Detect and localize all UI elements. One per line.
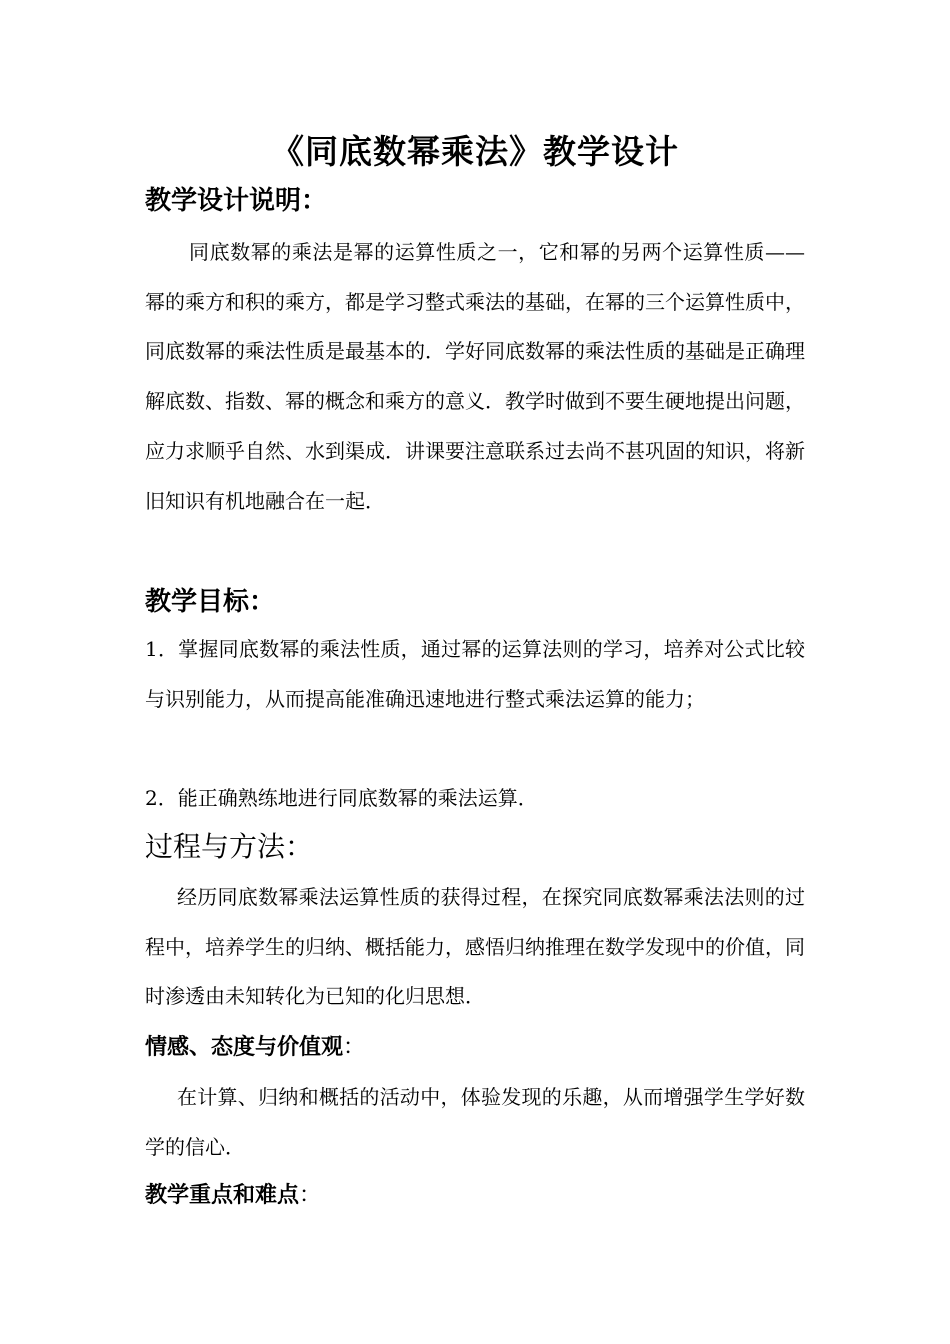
heading-attitude-text: 情感、态度与价值观 <box>145 1035 344 1060</box>
heading-key-points-text: 教学重点和难点 <box>145 1183 300 1208</box>
goal-item-2: 2．能正确熟练地进行同底数幂的乘法运算． <box>145 786 538 810</box>
heading-attitude-colon: ： <box>343 1035 366 1060</box>
goal-item-1: 1．掌握同底数幂的乘法性质，通过幂的运算法则的学习，培养对公式比较与识别能力，从而提高能准确迅速地进行整式乘法运算的能力； <box>145 637 805 711</box>
paragraph-attitude: 在计算、归纳和概括的活动中，体验发现的乐趣，从而增强学生学好数学的信心． <box>145 1085 805 1159</box>
heading-goals: 教学目标： <box>145 587 276 617</box>
heading-key-points-colon: ： <box>299 1183 322 1208</box>
heading-process: 过程与方法： <box>145 830 314 863</box>
document-title: 《同底数幂乘法》教学设计 <box>271 132 679 171</box>
paragraph-process: 经历同底数幂乘法运算性质的获得过程，在探究同底数幂乘法法则的过程中，培养学生的归纳、概括能力，感悟归纳推理在数学发现中的价值，同时渗透由未知转化为已知的化归思想． <box>145 885 805 1009</box>
heading-key-points <box>145 1178 321 1214</box>
heading-attitude <box>145 1030 365 1066</box>
heading-design-note: 教学设计说明： <box>145 186 328 216</box>
paragraph-design-note: 同底数幂的乘法是幂的运算性质之一，它和幂的另两个运算性质——幂的乘方和积的乘方，都是学习整式乘法的基础，在幂的三个运算性质中，同底数幂的乘法性质是最基本的．学好同底数幂的乘法性质的基础是正确理解底数、指数、幂的概念和乘方的意义．教学时做到不要生硬地提出问题，应力求顺乎自然、水到渠成．讲课要注意联系过去尚不甚巩固的知识，将新旧知识有机地融合在一起． <box>145 240 805 513</box>
